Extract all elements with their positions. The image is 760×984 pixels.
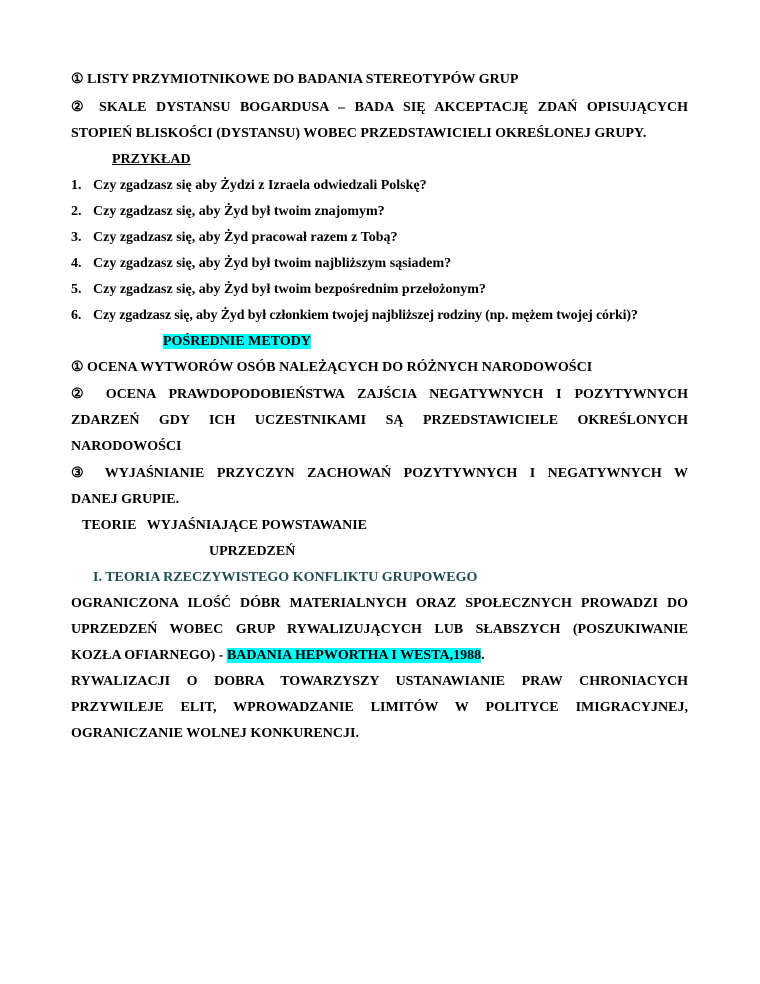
example-item-1: [71, 177, 688, 195]
para-1-line-3: [71, 647, 688, 665]
list-number: 5.: [71, 282, 82, 297]
example-heading: PRZYKŁAD: [112, 152, 191, 167]
para-1-line-3-text: KOZŁA OFIARNEGO) -: [71, 648, 227, 663]
list-number: 4.: [71, 256, 82, 271]
intro-item-1: ① LISTY PRZYMIOTNIKOWE DO BADANIA STEREOTYPÓW GRUP: [71, 72, 519, 87]
indirect-item-3-line-2: DANEJ GRUPIE.: [71, 492, 180, 507]
indirect-heading: POŚREDNIE METODY: [163, 334, 311, 349]
example-item-2: [71, 203, 688, 221]
citation-highlight: BADANIA HEPWORTHA I WESTA,1988: [226, 648, 482, 663]
indirect-item-2-line-3: NARODOWOŚCI: [71, 439, 182, 454]
list-text: Czy zgadzasz się, aby Żyd był członkiem twojej najbliższej rodziny (np. mężem twojej córki)?: [93, 308, 638, 323]
para-1-line-2: UPRZEDZEŃ WOBEC GRUP RYWALIZUJĄCYCH LUB SŁABSZYCH (POSZUKIWANIE: [71, 622, 688, 637]
theories-heading-line-1: TEORIE WYJAŚNIAJĄCE POWSTAWANIE: [82, 518, 367, 533]
list-text: Czy zgadzasz się, aby Żyd pracował razem z Tobą?: [93, 230, 398, 245]
list-text: Czy zgadzasz się, aby Żyd był twoim bezpośrednim przełożonym?: [93, 282, 486, 297]
example-item-3: [71, 229, 688, 247]
indirect-item-1: ① OCENA WYTWORÓW OSÓB NALEŻĄCYCH DO RÓŻNYCH NARODOWOŚCI: [71, 360, 593, 375]
indirect-item-3-line-1: ③ WYJAŚNIANIE PRZYCZYN ZACHOWAŃ POZYTYWNYCH I NEGATYWNYCH W: [71, 466, 688, 481]
intro-item-2-line-1: ② SKALE DYSTANSU BOGARDUSA – BADA SIĘ AKCEPTACJĘ ZDAŃ OPISUJĄCYCH: [71, 100, 688, 115]
theories-heading-line-2: UPRZEDZEŃ: [209, 544, 296, 559]
list-number: 1.: [71, 178, 82, 193]
indirect-item-2-line-1: ② OCENA PRAWDOPODOBIEŃSTWA ZAJŚCIA NEGATYWNYCH I POZYTYWNYCH: [71, 387, 688, 402]
para-2-line-2: PRZYWILEJE ELIT, WPROWADZANIE LIMITÓW W POLITYCE IMIGRACYJNEJ,: [71, 700, 688, 715]
list-text: Czy zgadzasz się, aby Żyd był twoim znajomym?: [93, 204, 385, 219]
list-number: 2.: [71, 204, 82, 219]
example-item-6: [71, 307, 688, 325]
example-item-5: [71, 281, 688, 299]
example-item-4: [71, 255, 688, 273]
list-text: Czy zgadzasz się, aby Żyd był twoim najbliższym sąsiadem?: [93, 256, 452, 271]
para-1-line-1: OGRANICZONA ILOŚĆ DÓBR MATERIALNYCH ORAZ SPOŁECZNYCH PROWADZI DO: [71, 596, 688, 611]
para-2-line-1: RYWALIZACJI O DOBRA TOWARZYSZY USTANAWIANIE PRAW CHRONIACYCH: [71, 674, 688, 689]
indirect-heading-wrap: [163, 333, 311, 351]
para-1-end: .: [481, 648, 485, 663]
list-number: 6.: [71, 308, 82, 323]
indirect-item-2-line-2: ZDARZEŃ GDY ICH UCZESTNIKAMI SĄ PRZEDSTAWICIELE OKREŚLONYCH: [71, 413, 688, 428]
list-text: Czy zgadzasz się aby Żydzi z Izraela odwiedzali Polskę?: [93, 178, 427, 193]
example-heading-wrap: [112, 151, 191, 169]
list-number: 3.: [71, 230, 82, 245]
para-2-line-3: OGRANICZANIE WOLNEJ KONKURENCJI.: [71, 726, 359, 741]
theory-1-title: I. TEORIA RZECZYWISTEGO KONFLIKTU GRUPOWEGO: [93, 570, 478, 585]
intro-item-2-line-2: STOPIEŃ BLISKOŚCI (DYSTANSU) WOBEC PRZEDSTAWICIELI OKREŚLONEJ GRUPY.: [71, 126, 647, 141]
